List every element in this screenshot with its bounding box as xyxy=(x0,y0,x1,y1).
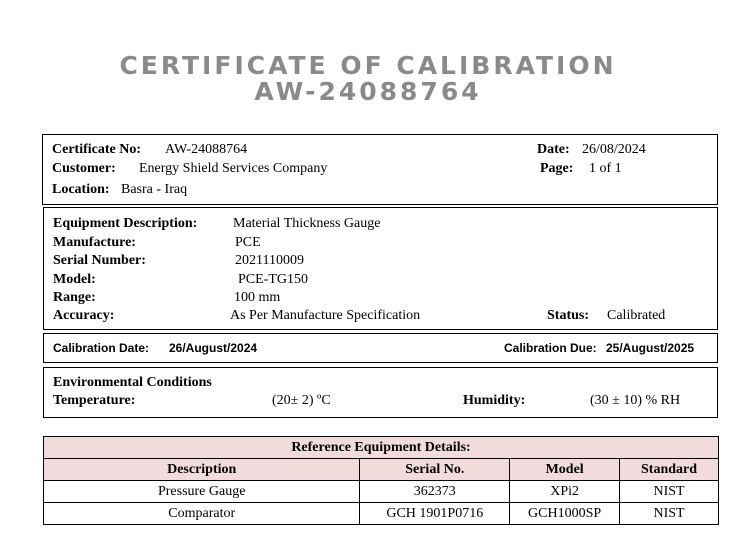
location-label: Location: xyxy=(52,182,110,197)
humidity-value: (30 ± 10) % RH xyxy=(590,393,681,408)
customer-value: Energy Shield Services Company xyxy=(139,161,328,176)
column-header-model: Model xyxy=(510,459,620,481)
reference-equipment-table xyxy=(43,436,719,525)
calibration-due-value: 25/August/2025 xyxy=(606,341,695,355)
cell-serial: 362373 xyxy=(360,481,510,503)
model-label: Model: xyxy=(53,272,96,287)
calibration-due-label: Calibration Due: xyxy=(504,341,597,355)
cell-description: Comparator xyxy=(44,503,360,525)
date-label: Date: xyxy=(537,142,570,157)
status-label: Status: xyxy=(547,308,590,323)
equipment-description-value: Material Thickness Gauge xyxy=(233,216,381,231)
range-label: Range: xyxy=(53,290,96,305)
date-value: 26/08/2024 xyxy=(582,142,646,157)
equipment-description-label: Equipment Description: xyxy=(53,216,198,231)
accuracy-label: Accuracy: xyxy=(53,308,115,323)
range-value: 100 mm xyxy=(234,290,281,305)
humidity-label: Humidity: xyxy=(463,393,526,408)
calibration-date-value: 26/August/2024 xyxy=(169,341,258,355)
column-header-standard: Standard xyxy=(620,459,719,481)
calibration-date-label: Calibration Date: xyxy=(53,341,150,355)
certificate-no-label: Certificate No: xyxy=(52,142,142,157)
page-value: 1 of 1 xyxy=(589,161,622,176)
location-value: Basra - Iraq xyxy=(121,182,188,197)
manufacture-label: Manufacture: xyxy=(53,235,136,250)
page-label: Page: xyxy=(540,161,574,176)
model-value: PCE-TG150 xyxy=(238,272,308,287)
table-row xyxy=(44,503,719,525)
certificate-number-title: AW-24088764 xyxy=(254,77,482,106)
table-row xyxy=(44,481,719,503)
cell-description: Pressure Gauge xyxy=(44,481,360,503)
reference-heading: Reference Equipment Details: xyxy=(44,437,719,459)
manufacture-value: PCE xyxy=(235,235,261,250)
cell-model: GCH1000SP xyxy=(510,503,620,525)
cell-model: XPi2 xyxy=(510,481,620,503)
temperature-value: (20± 2) ºC xyxy=(272,393,331,408)
column-header-serial: Serial No. xyxy=(360,459,510,481)
environment-heading: Environmental Conditions xyxy=(53,375,212,390)
status-value: Calibrated xyxy=(607,308,666,323)
cell-serial: GCH 1901P0716 xyxy=(360,503,510,525)
cell-standard: NIST xyxy=(620,503,719,525)
customer-label: Customer: xyxy=(52,161,116,176)
column-header-description: Description xyxy=(44,459,360,481)
serial-number-label: Serial Number: xyxy=(53,253,146,268)
serial-number-value: 2021110009 xyxy=(235,253,304,268)
temperature-label: Temperature: xyxy=(53,393,136,408)
certificate-no-value: AW-24088764 xyxy=(165,142,248,157)
accuracy-value: As Per Manufacture Specification xyxy=(230,308,421,323)
certificate-title: CERTIFICATE OF CALIBRATION xyxy=(119,51,617,80)
cell-standard: NIST xyxy=(620,481,719,503)
